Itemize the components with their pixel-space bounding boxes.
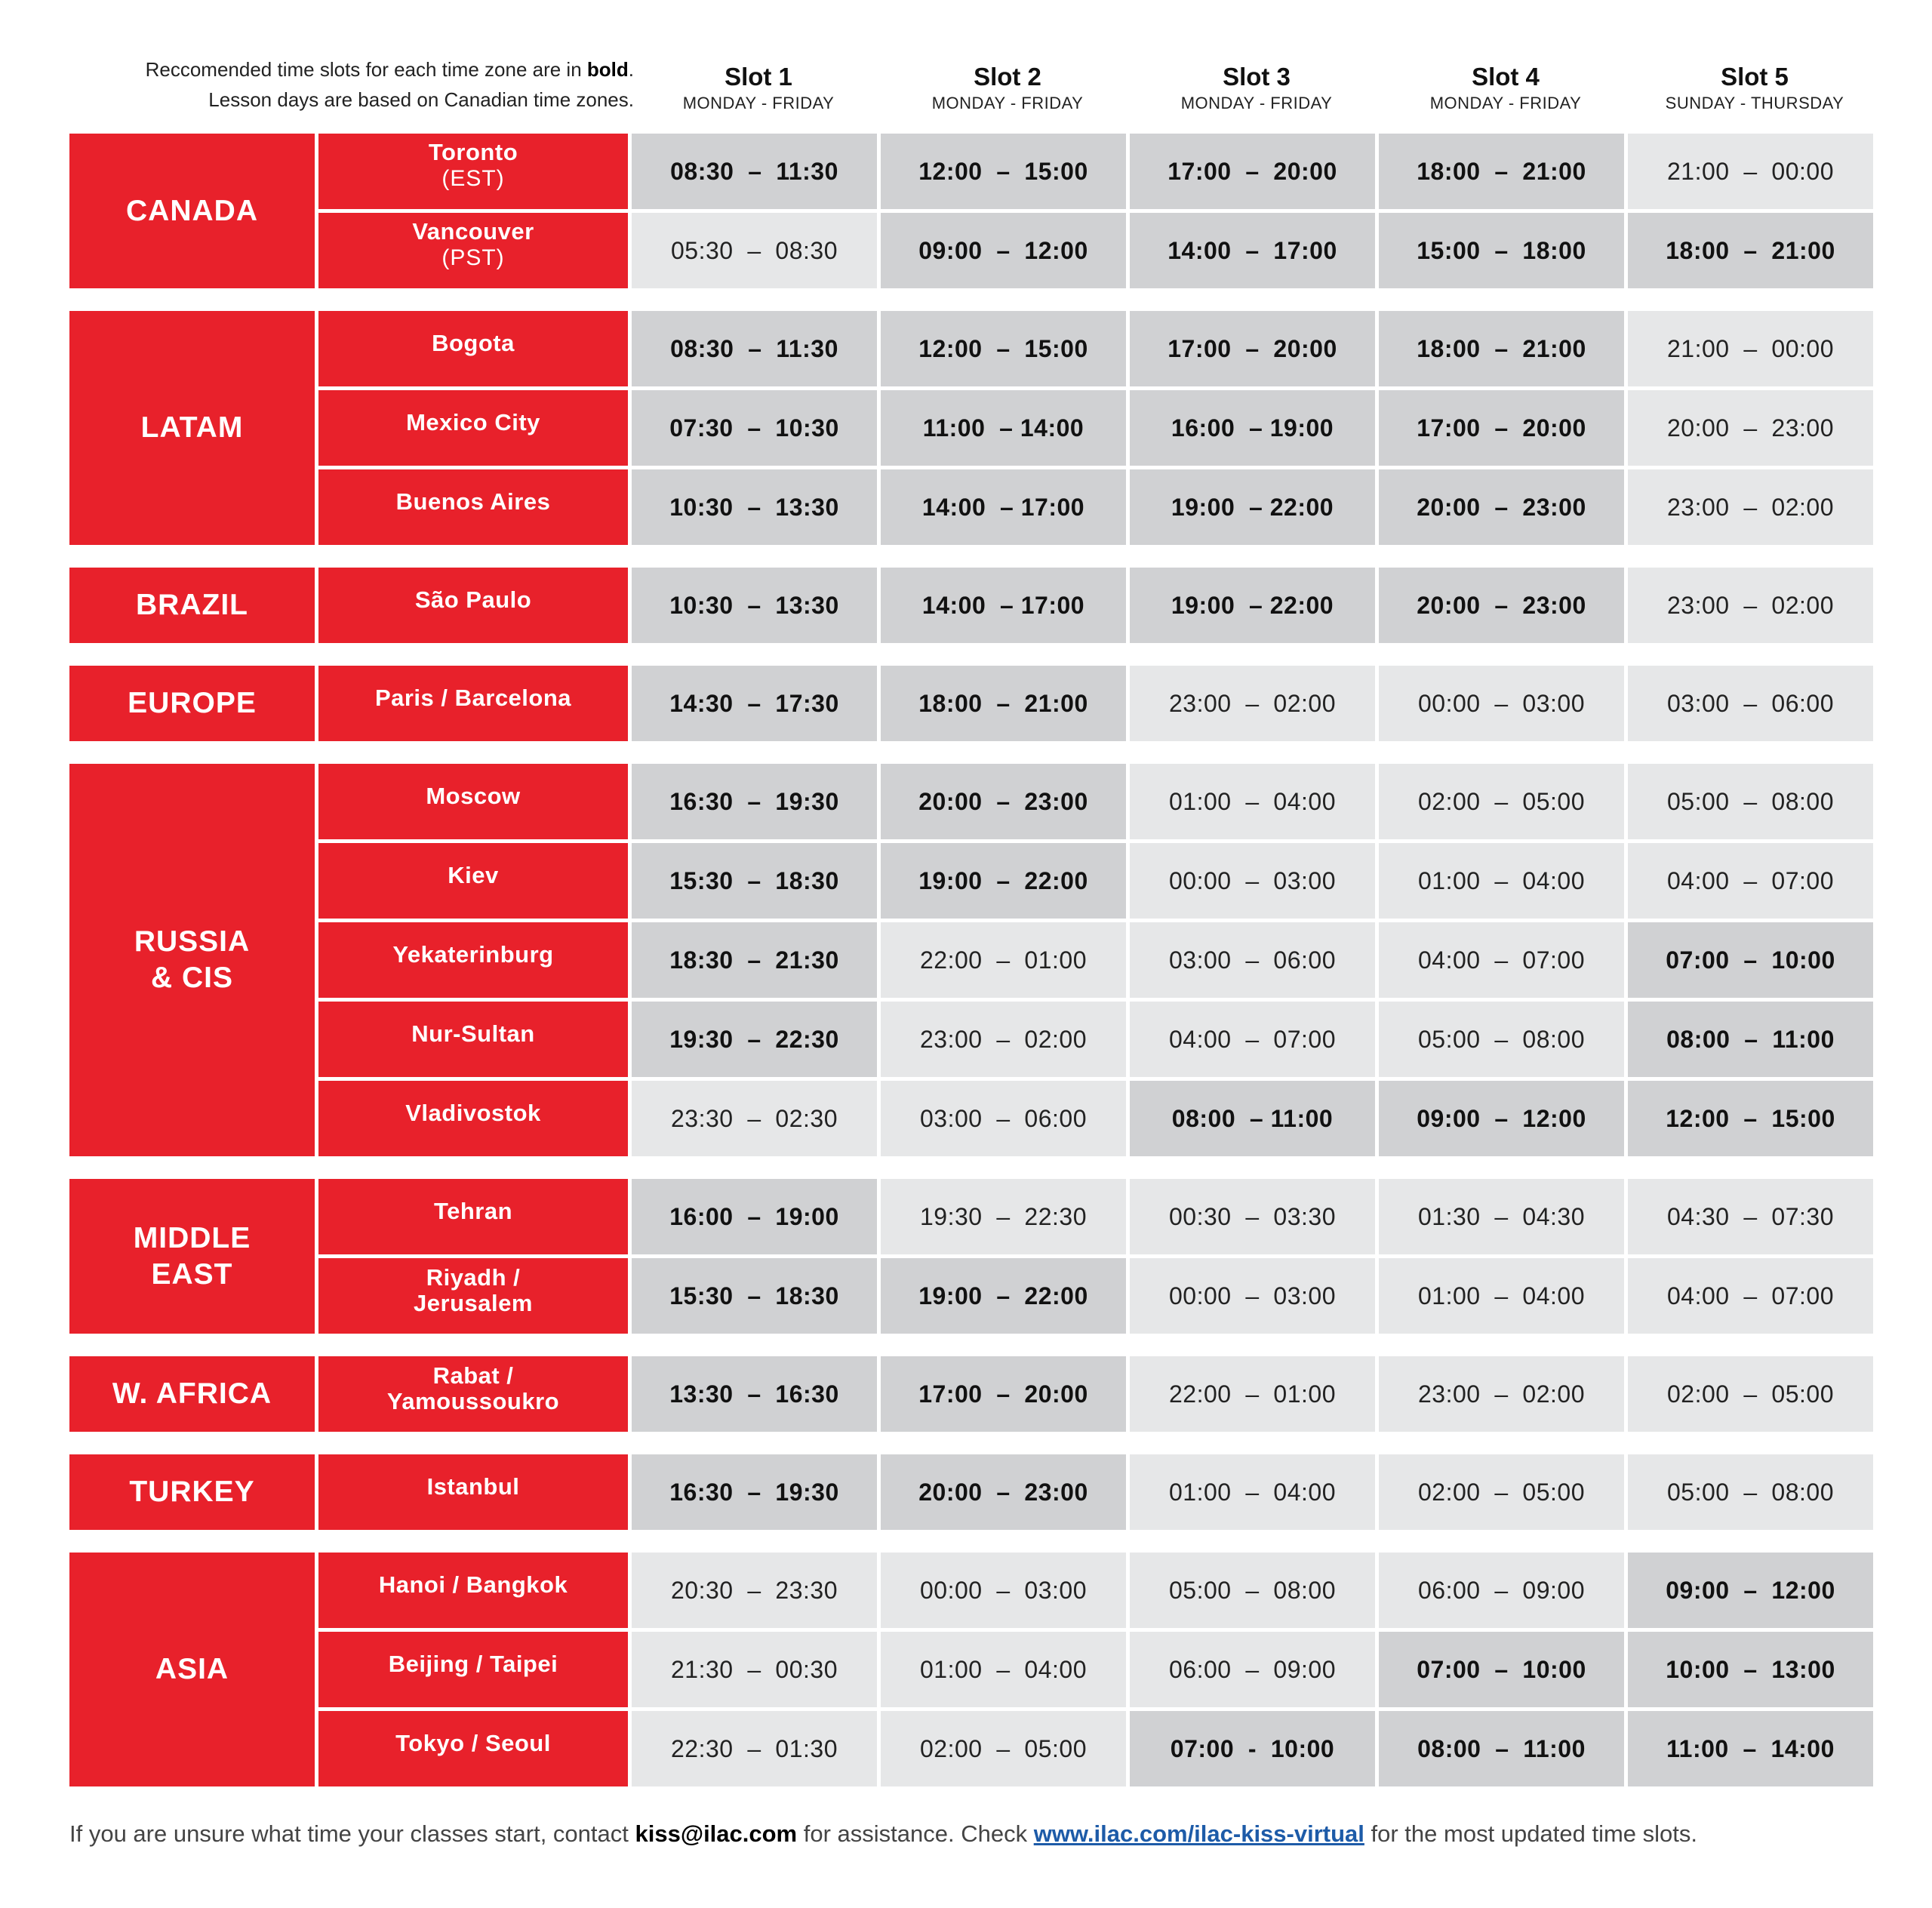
city-name: Tokyo / Seoul (395, 1730, 551, 1756)
recommended-time-slot: 10:00 – 13:00 (1628, 1632, 1873, 1707)
region-group (69, 1553, 1881, 1786)
recommended-time-slot: 10:30 – 13:30 (632, 568, 877, 643)
slot-header-4 (1382, 62, 1629, 115)
recommended-time-slot: 20:00 – 23:00 (881, 764, 1126, 839)
region-label: RUSSIA & CIS (69, 764, 315, 1156)
table-row (318, 1632, 1881, 1707)
table-row (318, 213, 1881, 288)
time-slot: 20:30 – 23:30 (632, 1553, 877, 1628)
table-row (318, 1553, 1881, 1628)
legend-line-1: Reccomended time slots for each time zone are in bold. (145, 58, 634, 81)
slot-days: MONDAY - FRIDAY (931, 94, 1084, 112)
region-label: W. AFRICA (69, 1356, 315, 1432)
recommended-time-slot: 09:00 – 12:00 (881, 213, 1126, 288)
time-slot: 00:00 – 03:00 (1130, 843, 1375, 919)
city-cell (318, 1632, 628, 1707)
slot-header-3 (1133, 62, 1380, 115)
slot-title: Slot 5 (1721, 63, 1789, 91)
time-slot: 01:00 – 04:00 (1379, 843, 1624, 919)
recommended-time-slot: 17:00 – 20:00 (1130, 134, 1375, 209)
table-row (318, 1258, 1881, 1334)
time-slot: 21:30 – 00:30 (632, 1632, 877, 1707)
time-slot: 05:00 – 08:00 (1379, 1002, 1624, 1077)
recommended-time-slot: 13:30 – 16:30 (632, 1356, 877, 1432)
time-slot: 06:00 – 09:00 (1130, 1632, 1375, 1707)
time-slot: 00:30 – 03:30 (1130, 1179, 1375, 1254)
region-label: MIDDLE EAST (69, 1179, 315, 1334)
table-row (318, 666, 1881, 741)
city-cell (318, 390, 628, 466)
recommended-time-slot: 07:00 – 10:00 (1628, 922, 1873, 998)
city-name: Beijing / Taipei (388, 1651, 558, 1677)
time-slot: 23:00 – 02:00 (881, 1002, 1126, 1077)
time-slot: 04:00 – 07:00 (1628, 1258, 1873, 1334)
kiss-virtual-link[interactable]: www.ilac.com/ilac-kiss-virtual (1033, 1820, 1364, 1847)
city-cell (318, 134, 628, 209)
time-slot: 23:00 – 02:00 (1628, 568, 1873, 643)
time-slot: 01:00 – 04:00 (1379, 1258, 1624, 1334)
city-name: Vancouver (412, 218, 534, 245)
recommended-time-slot: 19:00 – 22:00 (1130, 469, 1375, 545)
time-slot: 01:00 – 04:00 (1130, 1454, 1375, 1530)
time-slot: 00:00 – 03:00 (881, 1553, 1126, 1628)
recommended-time-slot: 07:00 – 10:00 (1379, 1632, 1624, 1707)
recommended-time-slot: 15:00 – 18:00 (1379, 213, 1624, 288)
time-slot: 21:00 – 00:00 (1628, 134, 1873, 209)
recommended-time-slot: 09:00 – 12:00 (1379, 1081, 1624, 1156)
recommended-time-slot: 08:30 – 11:30 (632, 311, 877, 386)
table-row (318, 134, 1881, 209)
time-slot: 21:00 – 00:00 (1628, 311, 1873, 386)
region-rows (318, 1553, 1881, 1786)
time-slot: 23:00 – 02:00 (1130, 666, 1375, 741)
time-slot: 05:00 – 08:00 (1628, 1454, 1873, 1530)
table-row (318, 390, 1881, 466)
city-cell (318, 568, 628, 643)
time-slot: 02:00 – 05:00 (1379, 764, 1624, 839)
time-slot: 04:00 – 07:00 (1628, 843, 1873, 919)
recommended-time-slot: 12:00 – 15:00 (1628, 1081, 1873, 1156)
recommended-time-slot: 07:00 - 10:00 (1130, 1711, 1375, 1786)
bold-keyword: bold (586, 58, 629, 81)
recommended-time-slot: 08:00 – 11:00 (1379, 1711, 1624, 1786)
city-cell (318, 666, 628, 741)
slot-days: MONDAY - FRIDAY (1180, 94, 1333, 112)
recommended-time-slot: 11:00 – 14:00 (881, 390, 1126, 466)
time-slot: 02:00 – 05:00 (1628, 1356, 1873, 1432)
city-name: Rabat / Yamoussoukro (386, 1362, 560, 1414)
city-name: Vladivostok (405, 1100, 541, 1126)
table-row (318, 1179, 1881, 1254)
recommended-time-slot: 20:00 – 23:00 (1379, 469, 1624, 545)
region-group (69, 568, 1881, 643)
time-slot: 02:00 – 05:00 (1379, 1454, 1624, 1530)
contact-email[interactable]: kiss@ilac.com (635, 1820, 798, 1847)
city-name: Mexico City (406, 409, 540, 435)
recommended-time-slot: 17:00 – 20:00 (1379, 390, 1624, 466)
city-name: Bogota (432, 330, 515, 356)
recommended-time-slot: 09:00 – 12:00 (1628, 1553, 1873, 1628)
recommended-time-slot: 18:00 – 21:00 (1379, 311, 1624, 386)
recommended-time-slot: 14:00 – 17:00 (1130, 213, 1375, 288)
time-slot: 23:00 – 02:00 (1628, 469, 1873, 545)
time-slot: 06:00 – 09:00 (1379, 1553, 1624, 1628)
region-group (69, 1454, 1881, 1530)
region-group (69, 1356, 1881, 1432)
timezone-label: (EST) (441, 166, 505, 191)
table-row (318, 922, 1881, 998)
time-slot: 03:00 – 06:00 (881, 1081, 1126, 1156)
footer-note: If you are unsure what time your classes start, contact kiss@ilac.com for assistance. Check www.ilac.com/ilac-kiss-virtual for the most updated time slots. (69, 1820, 1698, 1847)
time-slot: 22:00 – 01:00 (881, 922, 1126, 998)
table-row (318, 469, 1881, 545)
city-name: Moscow (426, 783, 521, 809)
table-row (318, 1454, 1881, 1530)
recommended-time-slot: 18:00 – 21:00 (1379, 134, 1624, 209)
city-name: Buenos Aires (395, 488, 551, 515)
time-slot: 05:00 – 08:00 (1628, 764, 1873, 839)
slot-header-2 (884, 62, 1131, 115)
region-label: TURKEY (69, 1454, 315, 1530)
recommended-time-slot: 15:30 – 18:30 (632, 843, 877, 919)
region-group (69, 134, 1881, 288)
recommended-time-slot: 16:00 – 19:00 (1130, 390, 1375, 466)
slot-days: MONDAY - FRIDAY (1429, 94, 1582, 112)
region-label: LATAM (69, 311, 315, 545)
time-slot: 04:00 – 07:00 (1379, 922, 1624, 998)
recommended-time-slot: 16:30 – 19:30 (632, 764, 877, 839)
recommended-time-slot: 14:30 – 17:30 (632, 666, 877, 741)
time-slot: 04:30 – 07:30 (1628, 1179, 1873, 1254)
time-slot: 01:00 – 04:00 (1130, 764, 1375, 839)
city-cell (318, 213, 628, 288)
recommended-time-slot: 08:30 – 11:30 (632, 134, 877, 209)
time-slot: 20:00 – 23:00 (1628, 390, 1873, 466)
time-slot: 22:00 – 01:00 (1130, 1356, 1375, 1432)
recommended-time-slot: 20:00 – 23:00 (1379, 568, 1624, 643)
city-cell (318, 764, 628, 839)
legend-line-2: Lesson days are based on Canadian time zones. (208, 88, 634, 111)
city-name: Paris / Barcelona (374, 685, 572, 711)
recommended-time-slot: 19:00 – 22:00 (881, 843, 1126, 919)
time-slot: 00:00 – 03:00 (1130, 1258, 1375, 1334)
slot-title: Slot 3 (1223, 63, 1291, 91)
recommended-time-slot: 18:00 – 21:00 (1628, 213, 1873, 288)
region-label: EUROPE (69, 666, 315, 741)
recommended-time-slot: 17:00 – 20:00 (881, 1356, 1126, 1432)
region-rows (318, 568, 1881, 643)
time-slot: 22:30 – 01:30 (632, 1711, 877, 1786)
recommended-time-slot: 14:00 – 17:00 (881, 469, 1126, 545)
timezone-label: (PST) (441, 245, 505, 270)
time-slot: 01:00 – 04:00 (881, 1632, 1126, 1707)
recommended-time-slot: 16:00 – 19:00 (632, 1179, 877, 1254)
region-group (69, 1179, 1881, 1334)
recommended-time-slot: 17:00 – 20:00 (1130, 311, 1375, 386)
city-cell (318, 1258, 628, 1334)
recommended-time-slot: 14:00 – 17:00 (881, 568, 1126, 643)
recommended-time-slot: 19:00 – 22:00 (881, 1258, 1126, 1334)
city-cell (318, 1553, 628, 1628)
slot-title: Slot 4 (1472, 63, 1540, 91)
city-cell (318, 843, 628, 919)
city-name: Toronto (428, 139, 518, 165)
table-row (318, 1711, 1881, 1786)
region-group (69, 666, 1881, 741)
legend-note (45, 54, 634, 115)
city-cell (318, 1002, 628, 1077)
time-slot: 23:30 – 02:30 (632, 1081, 877, 1156)
slot-days: MONDAY - FRIDAY (682, 94, 835, 112)
schedule-table (69, 134, 1881, 1809)
recommended-time-slot: 20:00 – 23:00 (881, 1454, 1126, 1530)
slot-title: Slot 2 (974, 63, 1041, 91)
city-name: Tehran (433, 1198, 513, 1224)
city-cell (318, 1081, 628, 1156)
table-row (318, 1356, 1881, 1432)
recommended-time-slot: 12:00 – 15:00 (881, 134, 1126, 209)
time-slot: 05:00 – 08:00 (1130, 1553, 1375, 1628)
slot-title: Slot 1 (724, 63, 792, 91)
city-cell (318, 922, 628, 998)
time-slot: 04:00 – 07:00 (1130, 1002, 1375, 1077)
city-name: Kiev (448, 862, 499, 888)
city-name: Hanoi / Bangkok (378, 1571, 568, 1598)
table-row (318, 764, 1881, 839)
recommended-time-slot: 18:30 – 21:30 (632, 922, 877, 998)
city-cell (318, 1711, 628, 1786)
region-label: BRAZIL (69, 568, 315, 643)
time-slot: 03:00 – 06:00 (1628, 666, 1873, 741)
region-rows (318, 666, 1881, 741)
recommended-time-slot: 19:30 – 22:30 (632, 1002, 877, 1077)
table-row (318, 1081, 1881, 1156)
city-name: Yekaterinburg (392, 941, 554, 968)
region-rows (318, 1356, 1881, 1432)
time-slot: 02:00 – 05:00 (881, 1711, 1126, 1786)
time-slot: 05:30 – 08:30 (632, 213, 877, 288)
recommended-time-slot: 19:00 – 22:00 (1130, 568, 1375, 643)
recommended-time-slot: 10:30 – 13:30 (632, 469, 877, 545)
recommended-time-slot: 12:00 – 15:00 (881, 311, 1126, 386)
time-slot: 01:30 – 04:30 (1379, 1179, 1624, 1254)
recommended-time-slot: 11:00 – 14:00 (1628, 1711, 1873, 1786)
city-cell (318, 469, 628, 545)
recommended-time-slot: 18:00 – 21:00 (881, 666, 1126, 741)
time-slot: 03:00 – 06:00 (1130, 922, 1375, 998)
time-slot: 00:00 – 03:00 (1379, 666, 1624, 741)
region-rows (318, 1454, 1881, 1530)
recommended-time-slot: 16:30 – 19:30 (632, 1454, 877, 1530)
region-rows (318, 764, 1881, 1156)
recommended-time-slot: 08:00 – 11:00 (1628, 1002, 1873, 1077)
table-row (318, 311, 1881, 386)
recommended-time-slot: 07:30 – 10:30 (632, 390, 877, 466)
city-name: São Paulo (414, 586, 532, 613)
region-rows (318, 134, 1881, 288)
time-slot: 23:00 – 02:00 (1379, 1356, 1624, 1432)
region-label: ASIA (69, 1553, 315, 1786)
slot-days: SUNDAY - THURSDAY (1665, 94, 1844, 112)
table-row (318, 843, 1881, 919)
slot-header-1 (635, 62, 882, 115)
city-cell (318, 1356, 628, 1432)
region-rows (318, 1179, 1881, 1334)
recommended-time-slot: 08:00 – 11:00 (1130, 1081, 1375, 1156)
recommended-time-slot: 15:30 – 18:30 (632, 1258, 877, 1334)
region-group (69, 311, 1881, 545)
city-name: Nur-Sultan (411, 1020, 535, 1047)
table-row (318, 1002, 1881, 1077)
slot-header-5 (1631, 62, 1878, 115)
city-cell (318, 1179, 628, 1254)
region-group (69, 764, 1881, 1156)
region-rows (318, 311, 1881, 545)
city-cell (318, 311, 628, 386)
city-cell (318, 1454, 628, 1530)
city-name: Istanbul (426, 1473, 520, 1500)
table-row (318, 568, 1881, 643)
time-slot: 19:30 – 22:30 (881, 1179, 1126, 1254)
city-name: Riyadh / Jerusalem (414, 1264, 533, 1316)
region-label: CANADA (69, 134, 315, 288)
